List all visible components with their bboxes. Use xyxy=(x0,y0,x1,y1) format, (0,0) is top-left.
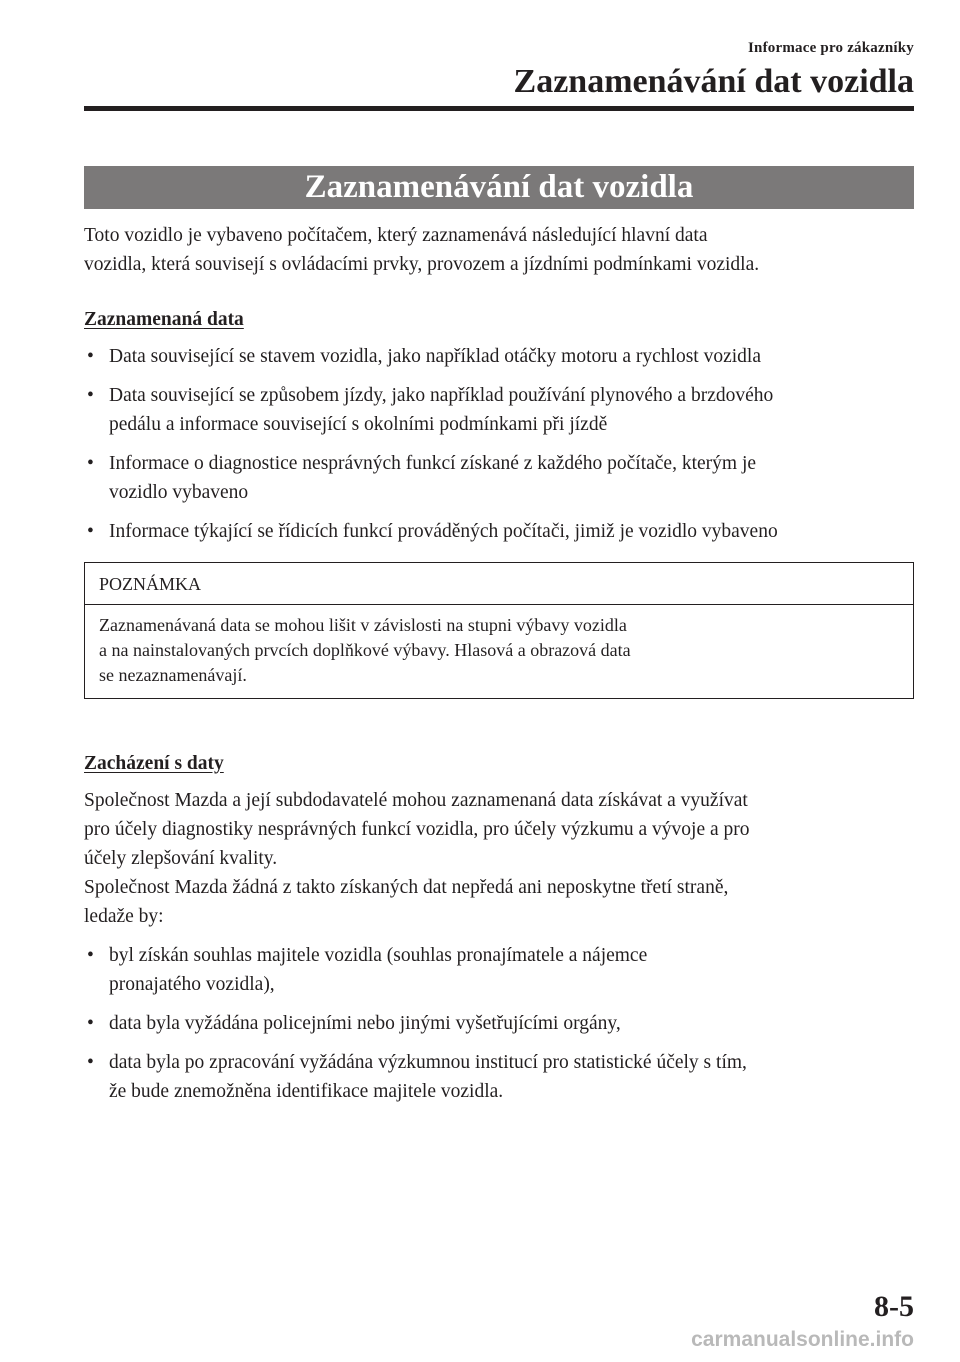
watermark: carmanualsonline.info xyxy=(691,1328,914,1351)
recorded-data-heading: Zaznamenaná data xyxy=(84,309,244,330)
intro-line: Toto vozidlo je vybaveno počítačem, který zaznamenává následující hlavní data xyxy=(84,225,708,246)
page-number: 8-5 xyxy=(874,1290,914,1323)
list-item-line: Informace týkající se řídicích funkcí prováděných počítači, jimiž je vozidlo vybaveno xyxy=(109,521,778,542)
intro-paragraph xyxy=(84,221,914,279)
data-handling-heading: Zacházení s daty xyxy=(84,753,224,774)
paragraph-line: pro účely diagnostiky nesprávných funkcí vozidla, pro účely výzkumu a vývoje a pro xyxy=(84,819,750,840)
note-box xyxy=(84,562,914,699)
note-line: a na nainstalovaných prvcích doplňkové výbavy. Hlasová a obrazová data xyxy=(99,640,631,660)
paragraph-line: ledaže by: xyxy=(84,906,164,927)
header-rule xyxy=(84,106,914,111)
content xyxy=(84,221,914,1116)
list-item-line: že bude znemožněna identifikace majitele vozidla. xyxy=(109,1081,504,1102)
note-line: Zaznamenávaná data se mohou lišit v závislosti na stupni výbavy vozidla xyxy=(99,615,627,635)
note-line: se nezaznamenávají. xyxy=(99,665,247,685)
list-item-line: Data související se stavem vozidla, jako například otáčky motoru a rychlost vozidla xyxy=(109,346,761,367)
list-item-line: byl získán souhlas majitele vozidla (souhlas pronajímatele a nájemce xyxy=(109,945,648,966)
list-item-line: Data související se způsobem jízdy, jako například používání plynového a brzdového xyxy=(109,385,774,406)
list-item xyxy=(84,342,914,371)
list-item xyxy=(84,1048,914,1106)
data-handling-paragraph xyxy=(84,786,914,931)
intro-line: vozidla, která souvisejí s ovládacími prvky, provozem a jízdními podmínkami vozidla. xyxy=(84,254,760,275)
list-item-line: pronajatého vozidla), xyxy=(109,974,275,995)
page-header-title: Zaznamenávání dat vozidla xyxy=(513,63,914,100)
list-item xyxy=(84,517,914,546)
section-banner: Zaznamenávání dat vozidla xyxy=(84,166,914,209)
list-item xyxy=(84,381,914,439)
list-item xyxy=(84,941,914,999)
recorded-data-list xyxy=(84,342,914,546)
paragraph-line: Společnost Mazda žádná z takto získaných dat nepředá ani neposkytne třetí straně, xyxy=(84,877,729,898)
list-item xyxy=(84,1009,914,1038)
list-item-line: data byla vyžádána policejními nebo jinými vyšetřujícími orgány, xyxy=(109,1013,621,1034)
note-heading: POZNÁMKA xyxy=(85,563,913,605)
list-item-line: Informace o diagnostice nesprávných funkcí získané z každého počítače, kterým je xyxy=(109,453,757,474)
paragraph-line: účely zlepšování kvality. xyxy=(84,848,278,869)
note-body xyxy=(85,605,913,698)
list-item-line: vozidlo vybaveno xyxy=(109,482,249,503)
list-item-line: pedálu a informace související s okolními podmínkami při jízdě xyxy=(109,414,608,435)
data-handling-list xyxy=(84,941,914,1106)
list-item xyxy=(84,449,914,507)
section-label: Informace pro zákazníky xyxy=(748,40,914,56)
paragraph-line: Společnost Mazda a její subdodavatelé mohou zaznamenaná data získávat a využívat xyxy=(84,790,748,811)
list-item-line: data byla po zpracování vyžádána výzkumnou institucí pro statistické účely s tím, xyxy=(109,1052,747,1073)
